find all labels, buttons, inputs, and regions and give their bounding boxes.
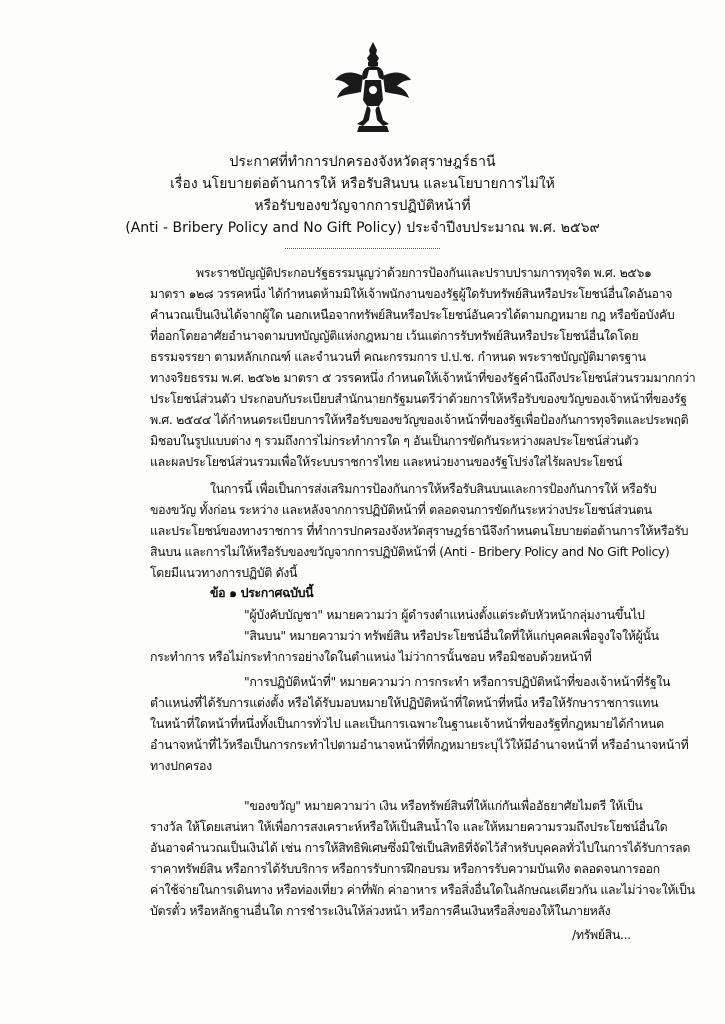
definition-supervisor: "ผู้บังคับบัญชา" หมายความว่า ผู้ดำรงตำแหน่งตั้งแต่ระดับหัวหน้ากลุ่มงานขึ้นไป bbox=[244, 607, 645, 622]
paragraph-line: คำนวณเป็นเงินได้จากผู้ใด นอกเหนือจากทรัพย์สินหรือประโยชน์อันควรได้ตามกฎหมาย กฎ หรือข้อบังคับ bbox=[150, 307, 675, 322]
subject-line: เรื่อง นโยบายต่อต้านการให้ หรือรับสินบน และนโยบายการไม่ให้ bbox=[170, 176, 555, 192]
paragraph-line: ทางจริยธรรม พ.ศ. ๒๕๖๒ มาตรา ๕ วรรคหนึ่ง กำหนดให้เจ้าหน้าที่ของรัฐคำนึงถึงประโยชน์ส่วนรวมมากกว่า bbox=[150, 370, 696, 385]
subject-line-3: (Anti - Bribery Policy and No Gift Policy) ประจำปีงบประมาณ พ.ศ. ๒๕๖๙ bbox=[125, 220, 600, 236]
definition-gift-cont: อันอาจคำนวณเป็นเงินได้ เช่น การให้สิทธิพิเศษซึ่งมิใช่เป็นสิทธิที่จัดไว้สำหรับบุคคลทั่วไปในการได้รับการลด bbox=[150, 840, 691, 855]
clause-heading: ข้อ ๑ ประกาศฉบับนี้ bbox=[210, 585, 314, 600]
paragraph-line: พระราชบัญญัติประกอบรัฐธรรมนูญว่าด้วยการป้องกันและปราบปรามการทุจริต พ.ศ. ๒๕๖๑ bbox=[196, 265, 652, 280]
paragraph-line: ประโยชน์ส่วนตัว ประกอบกับระเบียบสำนักนายกรัฐมนตรีว่าด้วยการให้หรือรับของขวัญของเจ้าหน้าที่ของรัฐ bbox=[150, 391, 687, 406]
paragraph-line: โดยมีแนวทางการปฏิบัติ ดังนี้ bbox=[150, 565, 298, 580]
paragraph-line: มิชอบในรูปแบบต่าง ๆ รวมถึงการไม่กระทำการใด ๆ อันเป็นการขัดกันระหว่างผลประโยชน์ส่วนตัว bbox=[150, 433, 639, 448]
definition-duty-cont: ทางปกครอง bbox=[150, 758, 212, 773]
definition-gift-cont: ราคาทรัพย์สิน หรือการได้รับบริการ หรือการรับการฝึกอบรม หรือการรับความบันเทิง ตลอดจนการออก bbox=[150, 861, 660, 876]
definition-bribe-cont: กระทำการ หรือไม่กระทำการอย่างใดในตำแหน่ง ไม่ว่าการนั้นชอบ หรือมิชอบด้วยหน้าที่ bbox=[150, 649, 592, 664]
definition-gift: "ของขวัญ" หมายความว่า เงิน หรือทรัพย์สินที่ให้แก่กันเพื่ออัธยาศัยไมตรี ให้เป็น bbox=[244, 798, 643, 813]
definition-duty-cont: อำนาจหน้าที่ไว้หรือเป็นการกระทำไปตามอำนาจหน้าที่ที่กฎหมายระบุไว้ให้มีอำนาจหน้าที่ หรืออำนาจหน้าที่ bbox=[150, 737, 689, 752]
page-continuation: /ทรัพย์สิน... bbox=[572, 927, 631, 942]
paragraph-line: ของขวัญ ทั้งก่อน ระหว่าง และหลังจากการปฏิบัติหน้าที่ ตลอดจนการขัดกันระหว่างประโยชน์ส่วนตน bbox=[150, 502, 652, 517]
garuda-emblem-icon bbox=[333, 40, 413, 136]
paragraph-line: ที่ออกโดยอาศัยอำนาจตามบทบัญญัติแห่งกฎหมาย เว้นแต่การรับทรัพย์สินหรือประโยชน์อื่นใดโดย bbox=[150, 328, 639, 343]
paragraph-line: มาตรา ๑๒๘ วรรคหนึ่ง ได้กำหนดห้ามมิให้เจ้าพนักงานของรัฐผู้ใดรับทรัพย์สินหรือประโยชน์อื่นใดอันอาจ bbox=[150, 286, 673, 301]
paragraph-line: สินบน และการไม่ให้หรือรับของขวัญจากการปฏิบัติหน้าที่ (Anti - Bribery Policy and No Gift Policy) bbox=[150, 544, 670, 559]
paragraph-line: ในการนี้ เพื่อเป็นการส่งเสริมการป้องกันการให้หรือรับสินบนและการป้องกันการให้ หรือรับ bbox=[210, 481, 657, 496]
definition-duty: "การปฏิบัติหน้าที่" หมายความว่า การกระทำ หรือการปฏิบัติหน้าที่ของเจ้าหน้าที่รัฐใน bbox=[244, 674, 671, 689]
definition-duty-cont: ในหน้าที่ใดหน้าที่หนึ่งทั้งเป็นการทั่วไป และเป็นการเฉพาะในฐานะเจ้าหน้าที่ของรัฐที่กฎหมายได้กำหนด bbox=[150, 716, 664, 731]
dotted-divider bbox=[285, 248, 440, 249]
definition-bribe: "สินบน" หมายความว่า ทรัพย์สิน หรือประโยชน์อื่นใดที่ให้แก่บุคคลเพื่อจูงใจให้ผู้นั้น bbox=[244, 628, 659, 643]
paragraph-line: และประโยชน์ของทางราชการ ที่ทำการปกครองจังหวัดสุราษฎร์ธานีจึงกำหนดนโยบายต่อต้านการให้หรือรับ bbox=[150, 523, 689, 538]
announcement-title: ประกาศที่ทำการปกครองจังหวัดสุราษฎร์ธานี bbox=[229, 154, 496, 170]
definition-gift-cont: บัตรตั๋ว หรือหลักฐานอื่นใด การชำระเงินให้ล่วงหน้า หรือการคืนเงินหรือสิ่งของให้ในภายหลัง bbox=[150, 903, 611, 918]
paragraph-line: พ.ศ. ๒๕๔๔ ได้กำหนดระเบียบการให้หรือรับของขวัญของเจ้าหน้าที่ของรัฐเพื่อป้องกันการทุจริตและประพฤติ bbox=[150, 412, 689, 427]
paragraph-line: และผลประโยชน์ส่วนรวมเพื่อให้ระบบราชการไทย และหน่วยงานของรัฐโปร่งใสไร้ผลประโยชน์ bbox=[150, 454, 623, 469]
subject-line-2: หรือรับของขวัญจากการปฏิบัติหน้าที่ bbox=[254, 198, 471, 214]
definition-duty-cont: ตำแหน่งที่ได้รับการแต่งตั้ง หรือได้รับมอบหมายให้ปฏิบัติหน้าที่ใดหน้าที่หนึ่ง หรือให้รักษาราชการแทน bbox=[150, 695, 659, 710]
definition-gift-cont: ค่าใช้จ่ายในการเดินทาง หรือท่องเที่ยว ค่าที่พัก ค่าอาหาร หรือสิ่งอื่นใดในลักษณะเดียวกัน และไม่ว่าจะให้เป็น bbox=[150, 882, 695, 897]
definition-gift-cont: รางวัล ให้โดยเสน่หา ให้เพื่อการสงเคราะห์หรือให้เป็นสินน้ำใจ และให้หมายความรวมถึงประโยชน์อื่นใด bbox=[150, 819, 668, 834]
paragraph-line: ธรรมจรรยา ตามหลักเกณฑ์ และจำนวนที่ คณะกรรมการ ป.ป.ช. กำหนด พระราชบัญญัติมาตรฐาน bbox=[150, 349, 646, 364]
